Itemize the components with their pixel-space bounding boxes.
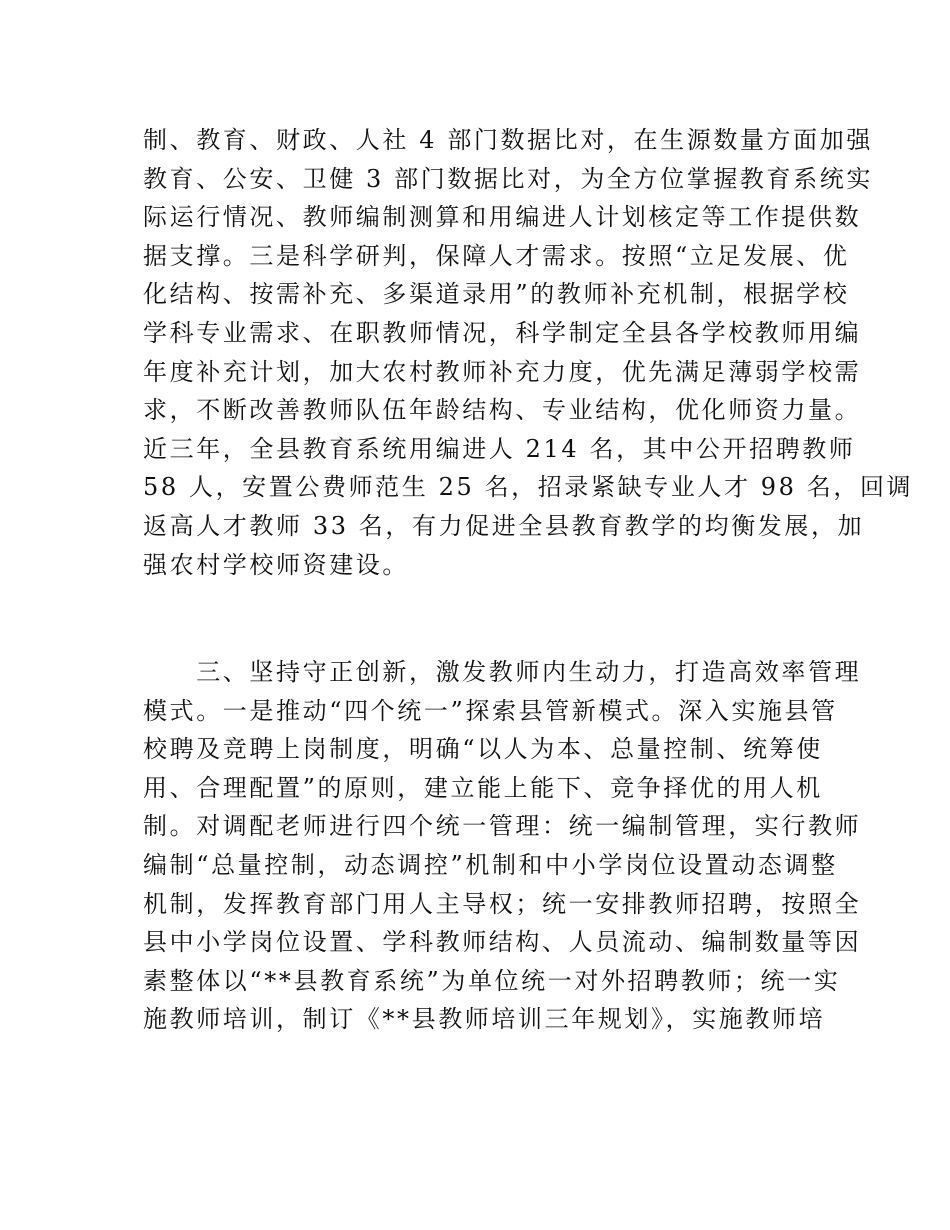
text-line: 求，不断改善教师队伍年龄结构、专业结构，优化师资力量。 — [143, 396, 862, 425]
text-line: 近三年，全县教育系统用编进人 214 名，其中公开招聘教师 — [143, 434, 856, 463]
text-line: 制、教育、财政、人社 4 部门数据比对，在生源数量方面加强 — [143, 126, 873, 154]
text-line: 强农村学校师资建设。 — [143, 550, 409, 579]
text-line: 际运行情况、教师编制测算和用编进人计划核定等工作提供数 — [143, 203, 862, 232]
text-line: 返高人才教师 33 名，有力促进全县教育教学的均衡发展，加 — [143, 511, 865, 540]
text-line: 教育、公安、卫健 3 部门数据比对，为全方位掌握教育系统实 — [143, 164, 873, 193]
text-line: 制。对调配老师进行四个统一管理：统一编制管理，实行教师 — [143, 812, 862, 841]
text-line: 县中小学岗位设置、学科教师结构、人员流动、编制数量等因 — [143, 928, 862, 957]
text-line: 用、合理配置”的原则，建立能上能下、竞争择优的用人机 — [143, 773, 823, 802]
paragraph-2 — [143, 653, 862, 1039]
text-line: 机制，发挥教育部门用人主导权；统一安排教师招聘，按照全 — [143, 889, 862, 918]
text-line: 素整体以“**县教育系统”为单位统一对外招聘教师；统一实 — [143, 966, 841, 995]
text-line: 58 人，安置公费师范生 25 名，招录紧缺专业人才 98 名，回调 — [143, 473, 914, 502]
text-line: 校聘及竞聘上岗制度，明确“以人为本、总量控制、统筹使 — [143, 735, 823, 764]
text-line: 化结构、按需补充、多渠道录用”的教师补充机制，根据学校 — [143, 280, 850, 309]
text-line: 编制“总量控制，动态调控”机制和中小学岗位设置动态调整 — [143, 850, 838, 879]
text-line: 据支撑。三是科学研判，保障人才需求。按照“立足发展、优 — [143, 241, 850, 270]
text-line: 学科专业需求、在职教师情况，科学制定全县各学校教师用编 — [143, 318, 862, 347]
text-line: 年度补充计划，加大农村教师补充力度，优先满足薄弱学校需 — [143, 357, 862, 386]
paragraph-1 — [143, 121, 914, 584]
text-line: 模式。一是推动“四个统一”探索县管新模式。深入实施县管 — [143, 696, 838, 725]
text-line: 施教师培训，制订《**县教师培训三年规划》，实施教师培 — [143, 1005, 826, 1034]
text-line: 三、坚持守正创新，激发教师内生动力，打造高效率管理 — [143, 658, 862, 686]
